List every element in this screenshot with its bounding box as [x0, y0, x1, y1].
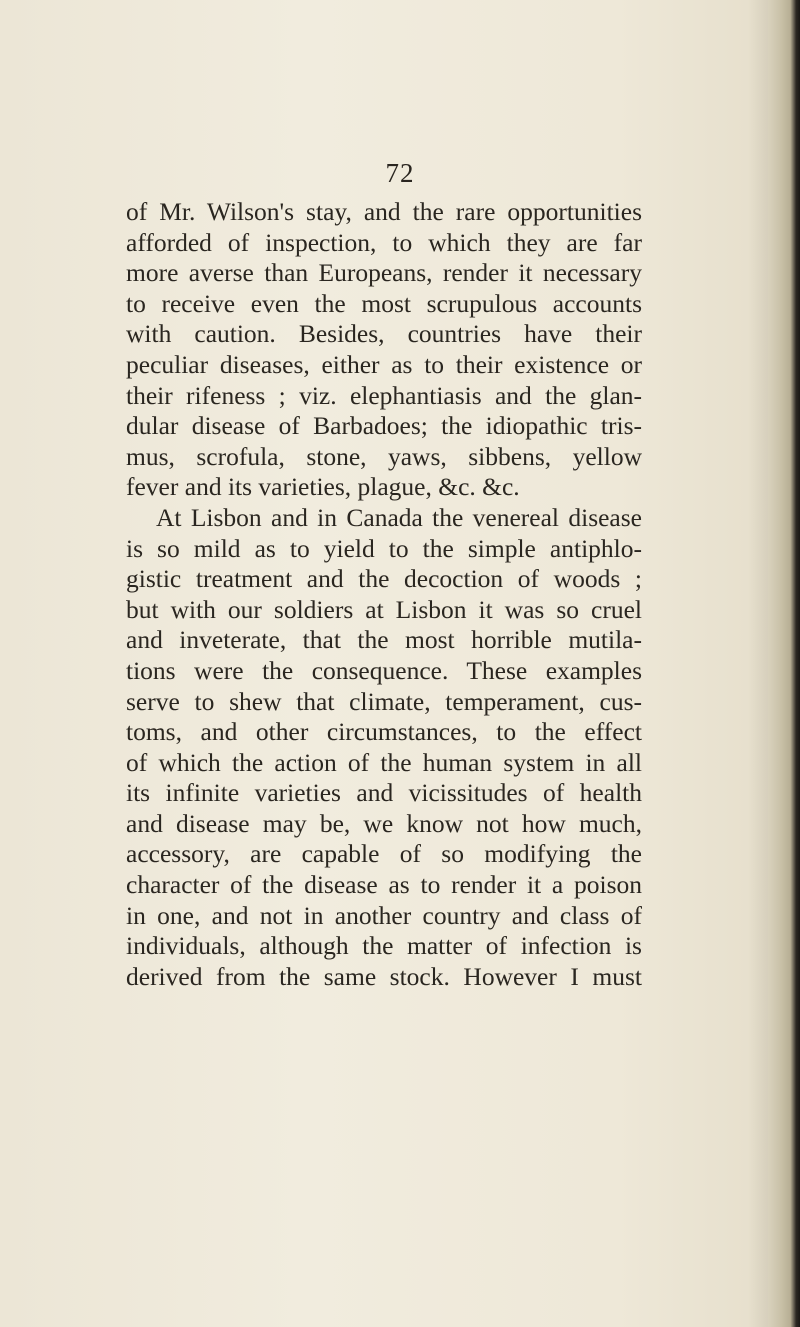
text-line: more averse than Europeans, render it necessary: [126, 258, 642, 288]
text-line: is so mild as to yield to the simple antiphlo-: [126, 533, 642, 563]
text-line: in one, and not in another country and class of: [126, 900, 642, 930]
text-line: of which the action of the human system in all: [126, 747, 642, 777]
text-line: serve to shew that climate, temperament, cus-: [126, 686, 642, 716]
text-line: derived from the same stock. However I must: [126, 961, 642, 991]
text-line: and disease may be, we know not how much,: [126, 808, 642, 838]
text-line: to receive even the most scrupulous accounts: [126, 288, 642, 318]
text-line: afforded of inspection, to which they are far: [126, 227, 642, 257]
text-line: with caution. Besides, countries have their: [126, 319, 642, 349]
text-line: and inveterate, that the most horrible mutila-: [126, 625, 642, 655]
gutter-shadow: [748, 0, 768, 1327]
text-line: character of the disease as to render it a poison: [126, 870, 642, 900]
text-line: its infinite varieties and vicissitudes of health: [126, 778, 642, 808]
page-number: 72: [385, 158, 415, 188]
text-line: dular disease of Barbadoes; the idiopathic tris-: [126, 411, 642, 441]
text-line: but with our soldiers at Lisbon it was so cruel: [126, 594, 642, 624]
text-line: gistic treatment and the decoction of woods ;: [126, 564, 642, 594]
text-line: tions were the consequence. These examples: [126, 655, 642, 685]
text-line: fever and its varieties, plague, &c. &c.: [126, 472, 520, 502]
text-line: mus, scrofula, stone, yaws, sibbens, yellow: [126, 441, 642, 471]
book-spine-edge: [768, 0, 800, 1327]
text-line: individuals, although the matter of infection is: [126, 931, 642, 961]
text-line: their rifeness ; viz. elephantiasis and the glan-: [126, 380, 642, 410]
text-line: toms, and other circumstances, to the effect: [126, 717, 642, 747]
text-line: accessory, are capable of so modifying the: [126, 839, 642, 869]
text-line: of Mr. Wilson's stay, and the rare opportunities: [126, 197, 642, 226]
paragraph-start-line: At Lisbon and in Canada the venereal disease: [156, 502, 642, 532]
text-line: peculiar diseases, either as to their existence or: [126, 349, 642, 379]
body-text: [126, 197, 642, 992]
